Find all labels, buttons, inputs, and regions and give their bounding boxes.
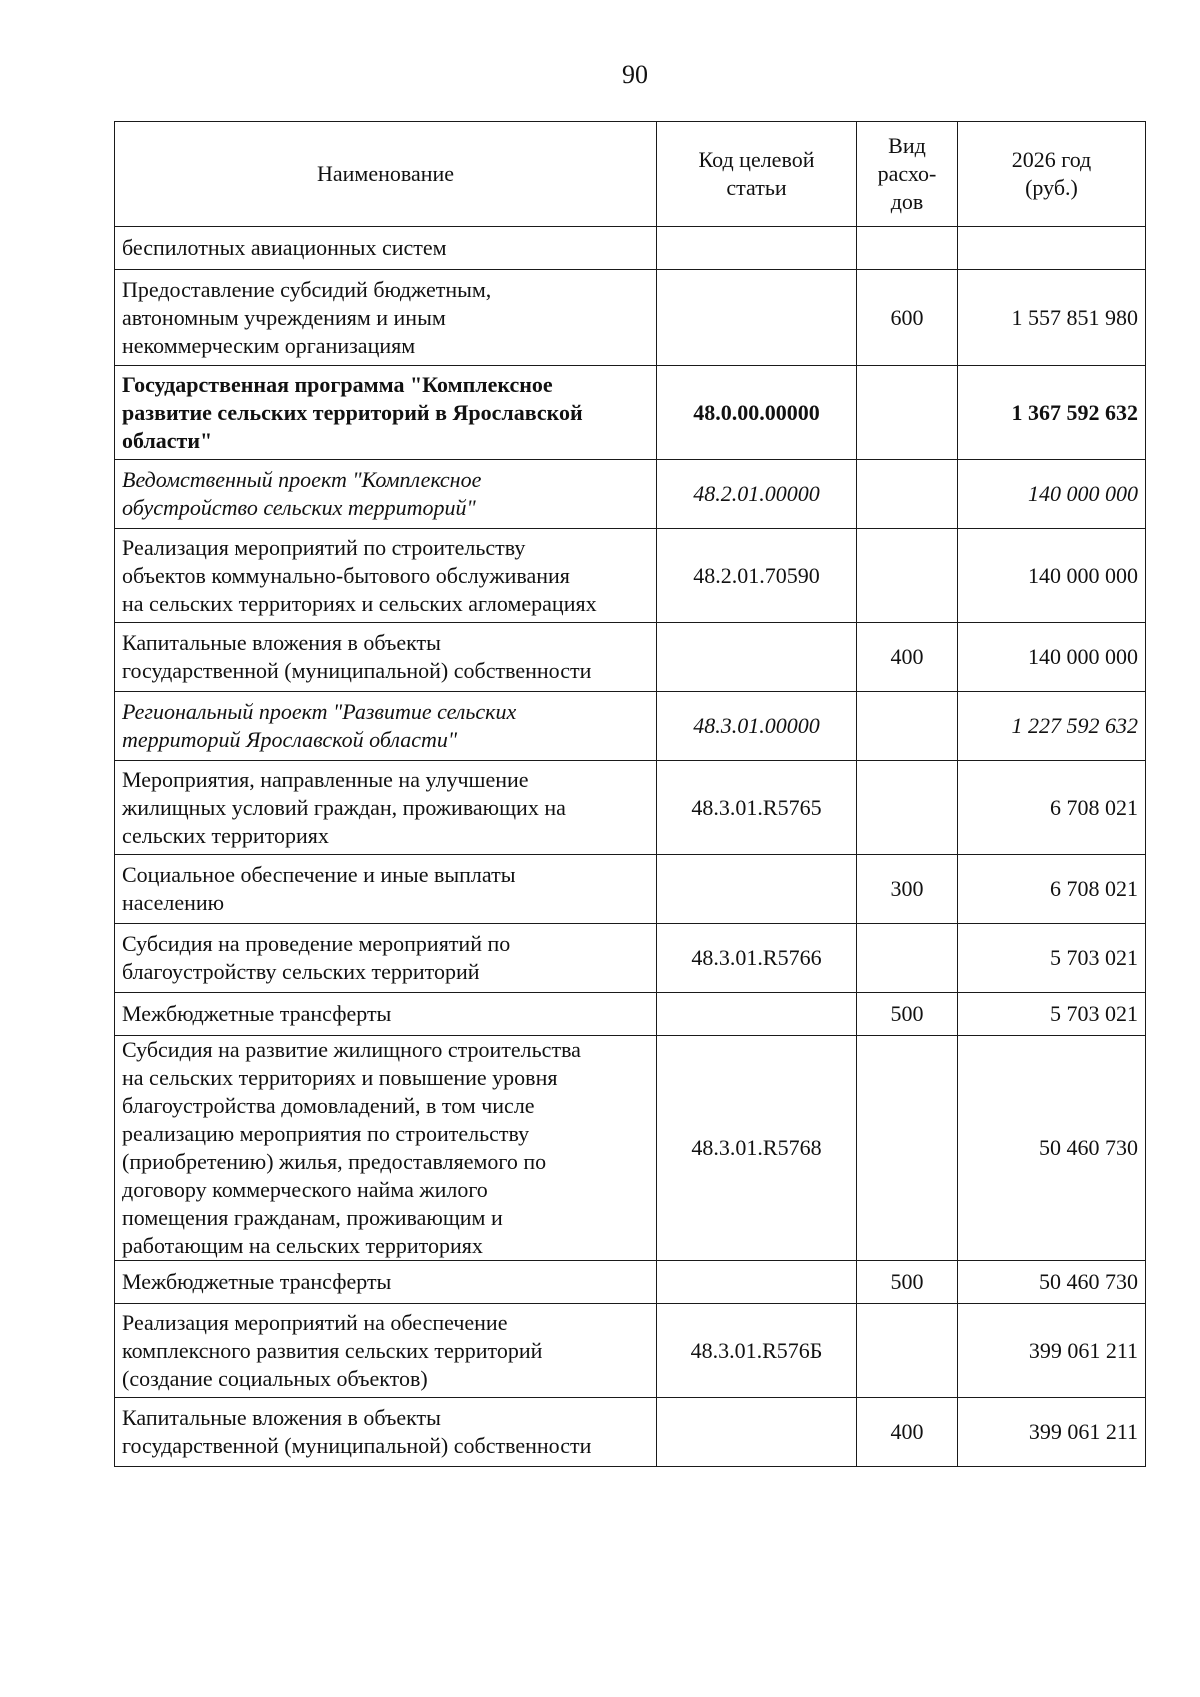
row-amount: 1 367 592 632 <box>958 366 1146 460</box>
row-amount: 6 708 021 <box>958 855 1146 924</box>
row-expense-type <box>857 692 958 761</box>
row-name: Межбюджетные трансферты <box>115 993 657 1036</box>
row-amount: 140 000 000 <box>958 460 1146 529</box>
row-name: Предоставление субсидий бюджетным, автономным учреждениям и иным некоммерческим организациям <box>115 270 657 366</box>
row-amount: 140 000 000 <box>958 623 1146 692</box>
page-number: 90 <box>622 60 648 89</box>
row-name: Капитальные вложения в объекты государственной (муниципальной) собственности <box>115 1398 657 1467</box>
row-code <box>657 1398 857 1467</box>
row-name: беспилотных авиационных систем <box>115 227 657 270</box>
row-expense-type <box>857 924 958 993</box>
table-row <box>115 227 1146 270</box>
row-expense-type: 300 <box>857 855 958 924</box>
row-expense-type: 400 <box>857 623 958 692</box>
table-row <box>115 924 1146 993</box>
header-name: Наименование <box>115 122 657 227</box>
header-amount: 2026 год (руб.) <box>958 122 1146 227</box>
row-expense-type: 600 <box>857 270 958 366</box>
row-code: 48.3.01.R5766 <box>657 924 857 993</box>
row-code <box>657 623 857 692</box>
table-row <box>115 993 1146 1036</box>
row-expense-type <box>857 1304 958 1398</box>
row-code: 48.3.01.R5765 <box>657 761 857 855</box>
row-expense-type <box>857 227 958 270</box>
row-name: Субсидия на проведение мероприятий по благоустройству сельских территорий <box>115 924 657 993</box>
row-amount: 5 703 021 <box>958 993 1146 1036</box>
row-amount: 1 557 851 980 <box>958 270 1146 366</box>
row-code <box>657 993 857 1036</box>
header-type: Вид расхо- дов <box>857 122 958 227</box>
row-amount: 140 000 000 <box>958 529 1146 623</box>
table-row <box>115 460 1146 529</box>
row-amount: 399 061 211 <box>958 1304 1146 1398</box>
row-code <box>657 270 857 366</box>
row-amount: 50 460 730 <box>958 1261 1146 1304</box>
table-row <box>115 623 1146 692</box>
table-row <box>115 761 1146 855</box>
row-code <box>657 227 857 270</box>
row-code: 48.2.01.70590 <box>657 529 857 623</box>
row-amount: 399 061 211 <box>958 1398 1146 1467</box>
table-row <box>115 855 1146 924</box>
row-code: 48.3.01.R5768 <box>657 1036 857 1261</box>
row-amount: 5 703 021 <box>958 924 1146 993</box>
row-amount: 50 460 730 <box>958 1036 1146 1261</box>
row-name: Реализация мероприятий по строительству объектов коммунально-бытового обслуживания на сельских территориях и сельских агломерациях <box>115 529 657 623</box>
table-header-row <box>115 122 1146 227</box>
row-code <box>657 1261 857 1304</box>
row-name: Капитальные вложения в объекты государственной (муниципальной) собственности <box>115 623 657 692</box>
table-row <box>115 1304 1146 1398</box>
row-amount <box>958 227 1146 270</box>
row-amount: 1 227 592 632 <box>958 692 1146 761</box>
row-expense-type: 500 <box>857 1261 958 1304</box>
row-expense-type <box>857 1036 958 1261</box>
row-code: 48.0.00.00000 <box>657 366 857 460</box>
table-row <box>115 529 1146 623</box>
budget-table <box>114 121 1146 1467</box>
row-expense-type <box>857 761 958 855</box>
row-name: Государственная программа "Комплексное развитие сельских территорий в Ярославской области" <box>115 366 657 460</box>
row-expense-type <box>857 366 958 460</box>
table-row <box>115 270 1146 366</box>
table-row <box>115 1036 1146 1261</box>
table-row <box>115 366 1146 460</box>
row-name: Социальное обеспечение и иные выплаты населению <box>115 855 657 924</box>
row-amount: 6 708 021 <box>958 761 1146 855</box>
header-code: Код целевой статьи <box>657 122 857 227</box>
row-name: Межбюджетные трансферты <box>115 1261 657 1304</box>
row-code: 48.3.01.00000 <box>657 692 857 761</box>
row-expense-type: 500 <box>857 993 958 1036</box>
row-code: 48.3.01.R576Б <box>657 1304 857 1398</box>
row-name: Региональный проект "Развитие сельских территорий Ярославской области" <box>115 692 657 761</box>
row-code: 48.2.01.00000 <box>657 460 857 529</box>
row-expense-type <box>857 529 958 623</box>
row-name: Ведомственный проект "Комплексное обустройство сельских территорий" <box>115 460 657 529</box>
row-expense-type <box>857 460 958 529</box>
row-expense-type: 400 <box>857 1398 958 1467</box>
row-name: Мероприятия, направленные на улучшение жилищных условий граждан, проживающих на сельских территориях <box>115 761 657 855</box>
table-row <box>115 1398 1146 1467</box>
row-name: Реализация мероприятий на обеспечение комплексного развития сельских территорий (создание социальных объектов) <box>115 1304 657 1398</box>
row-code <box>657 855 857 924</box>
table-row <box>115 692 1146 761</box>
table-row <box>115 1261 1146 1304</box>
row-name: Субсидия на развитие жилищного строительства на сельских территориях и повышение уровня благоустройства домовладений, в том числе реализацию мероприятия по строительству (приобретению) жилья, предоставляемого по договору коммерческого найма жилого помещения гражданам, проживающим и работающим на сельских территориях <box>115 1036 657 1261</box>
